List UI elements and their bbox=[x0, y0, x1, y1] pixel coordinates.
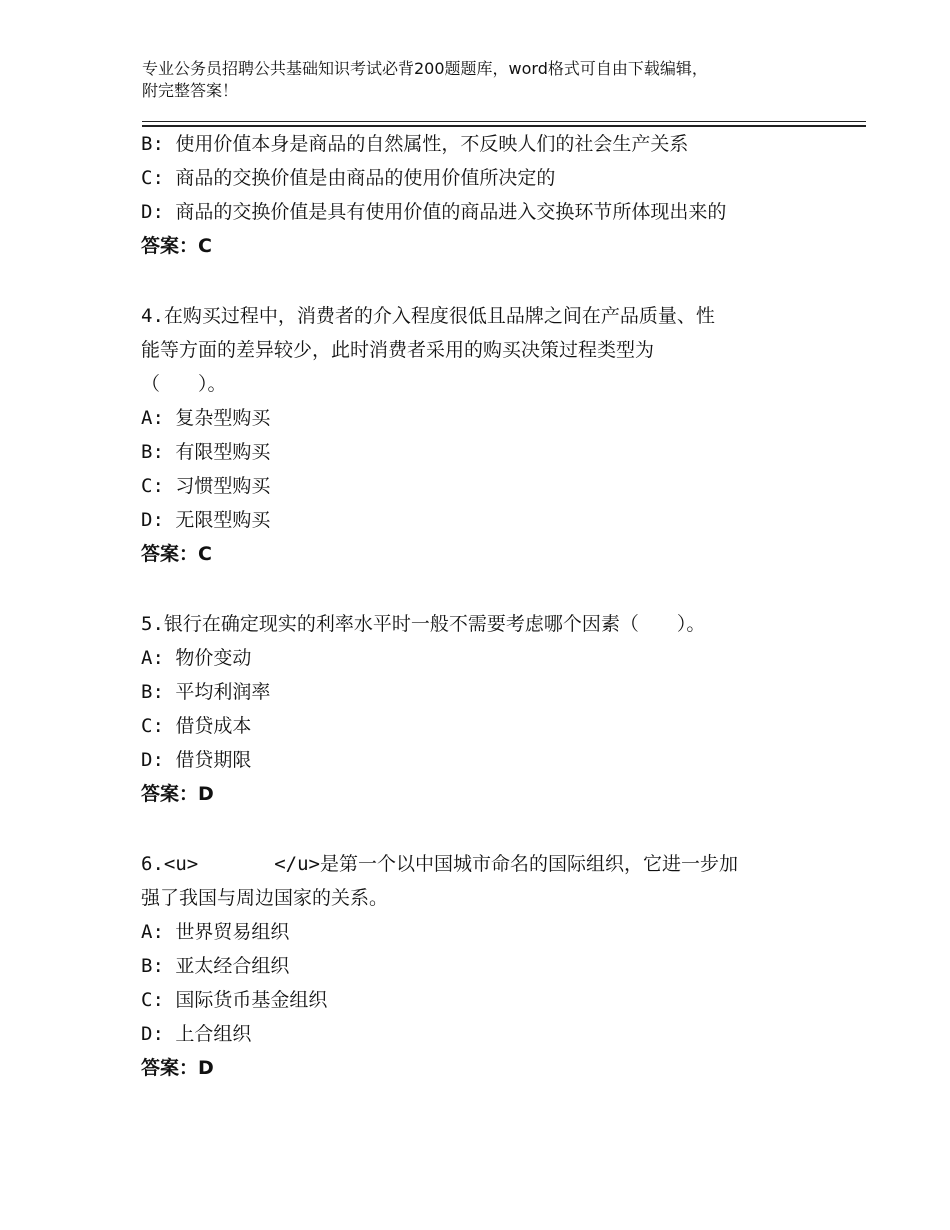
option-a: A: 复杂型购买 bbox=[141, 407, 271, 429]
answer: 答案：C bbox=[141, 543, 212, 565]
question-6 bbox=[141, 847, 821, 1085]
spacer bbox=[141, 571, 821, 607]
question-stem: 能等方面的差异较少，此时消费者采用的购买决策过程类型为 bbox=[141, 339, 655, 361]
option-b: B: 亚太经合组织 bbox=[141, 955, 290, 977]
option-c: C: 商品的交换价值是由商品的使用价值所决定的 bbox=[141, 167, 556, 189]
option-d: D: 商品的交换价值是具有使用价值的商品进入交换环节所体现出来的 bbox=[141, 201, 727, 223]
header-title-line1: 专业公务员招聘公共基础知识考试必背200题题库，word格式可自由下载编辑， bbox=[142, 59, 708, 78]
spacer bbox=[141, 263, 821, 299]
option-a: A: 物价变动 bbox=[141, 647, 252, 669]
document-body bbox=[141, 127, 821, 1085]
spacer bbox=[141, 811, 821, 847]
question-3-tail bbox=[141, 127, 821, 263]
page-header bbox=[142, 58, 842, 102]
question-4 bbox=[141, 299, 821, 571]
question-stem: 6.<u> </u>是第一个以中国城市命名的国际组织，它进一步加 bbox=[141, 853, 738, 875]
option-b: B: 平均利润率 bbox=[141, 681, 271, 703]
answer: 答案：D bbox=[141, 783, 214, 805]
question-5 bbox=[141, 607, 821, 811]
option-b: B: 使用价值本身是商品的自然属性，不反映人们的社会生产关系 bbox=[141, 133, 689, 155]
option-c: C: 习惯型购买 bbox=[141, 475, 271, 497]
question-stem: 4.在购买过程中，消费者的介入程度很低且品牌之间在产品质量、性 bbox=[141, 305, 715, 327]
question-stem: （ ）。 bbox=[141, 373, 227, 395]
option-b: B: 有限型购买 bbox=[141, 441, 271, 463]
header-rule-thin bbox=[142, 121, 866, 122]
option-d: D: 上合组织 bbox=[141, 1023, 252, 1045]
header-title-line2: 附完整答案！ bbox=[142, 81, 239, 100]
option-d: D: 借贷期限 bbox=[141, 749, 252, 771]
answer: 答案：C bbox=[141, 235, 212, 257]
answer: 答案：D bbox=[141, 1057, 214, 1079]
option-c: C: 国际货币基金组织 bbox=[141, 989, 328, 1011]
question-stem: 5.银行在确定现实的利率水平时一般不需要考虑哪个因素（ ）。 bbox=[141, 613, 706, 635]
option-d: D: 无限型购买 bbox=[141, 509, 271, 531]
option-c: C: 借贷成本 bbox=[141, 715, 252, 737]
option-a: A: 世界贸易组织 bbox=[141, 921, 290, 943]
question-stem: 强了我国与周边国家的关系。 bbox=[141, 887, 389, 909]
